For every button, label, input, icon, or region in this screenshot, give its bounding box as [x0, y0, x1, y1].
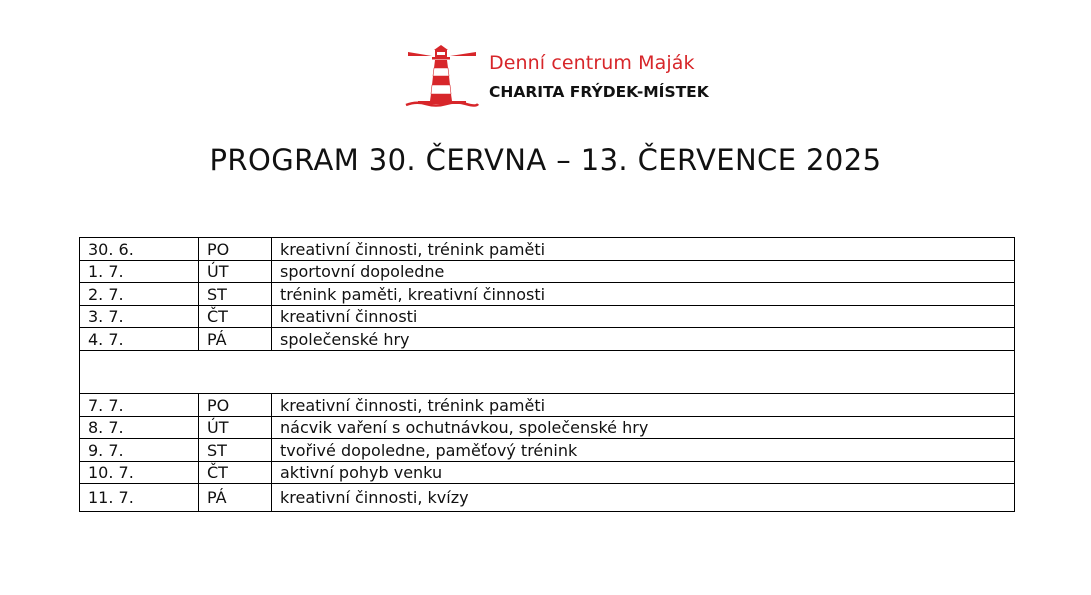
date-cell: 7. 7.: [80, 393, 199, 416]
activity-cell: kreativní činnosti, trénink paměti: [272, 238, 1015, 261]
date-cell: 30. 6.: [80, 238, 199, 261]
day-cell: PO: [199, 393, 272, 416]
table-row: [80, 260, 1015, 283]
activity-cell: aktivní pohyb venku: [272, 461, 1015, 484]
table-row: [80, 238, 1015, 261]
table-row: [80, 328, 1015, 351]
day-cell: ČT: [199, 461, 272, 484]
activity-cell: společenské hry: [272, 328, 1015, 351]
schedule-table: [79, 237, 1015, 512]
table-row: [80, 305, 1015, 328]
day-cell: ÚT: [199, 416, 272, 439]
date-cell: 9. 7.: [80, 439, 199, 462]
week-separator-cell: [80, 350, 1015, 393]
date-cell: 2. 7.: [80, 283, 199, 306]
day-cell: ČT: [199, 305, 272, 328]
activity-cell: nácvik vaření s ochutnávkou, společenské hry: [272, 416, 1015, 439]
date-cell: 8. 7.: [80, 416, 199, 439]
day-cell: ST: [199, 283, 272, 306]
day-cell: ÚT: [199, 260, 272, 283]
date-cell: 10. 7.: [80, 461, 199, 484]
activity-cell: kreativní činnosti, trénink paměti: [272, 393, 1015, 416]
table-row: [80, 393, 1015, 416]
page-title: PROGRAM 30. ČERVNA – 13. ČERVENCE 2025: [209, 143, 882, 177]
day-cell: ST: [199, 439, 272, 462]
day-cell: PO: [199, 238, 272, 261]
org-name: Denní centrum Maják: [489, 52, 695, 74]
date-cell: 1. 7.: [80, 260, 199, 283]
date-cell: 4. 7.: [80, 328, 199, 351]
activity-cell: tvořivé dopoledne, paměťový trénink: [272, 439, 1015, 462]
table-row: [80, 484, 1015, 512]
day-cell: PÁ: [199, 484, 272, 512]
header: [404, 44, 724, 108]
table-row: [80, 416, 1015, 439]
activity-cell: sportovní dopoledne: [272, 260, 1015, 283]
activity-cell: trénink paměti, kreativní činnosti: [272, 283, 1015, 306]
table-row: [80, 283, 1015, 306]
date-cell: 11. 7.: [80, 484, 199, 512]
lighthouse-icon: [404, 44, 480, 108]
activity-cell: kreativní činnosti, kvízy: [272, 484, 1015, 512]
date-cell: 3. 7.: [80, 305, 199, 328]
activity-cell: kreativní činnosti: [272, 305, 1015, 328]
table-row: [80, 439, 1015, 462]
week-separator-row: [80, 350, 1015, 393]
day-cell: PÁ: [199, 328, 272, 351]
table-row: [80, 461, 1015, 484]
org-subtitle: CHARITA FRÝDEK-MÍSTEK: [489, 83, 709, 101]
